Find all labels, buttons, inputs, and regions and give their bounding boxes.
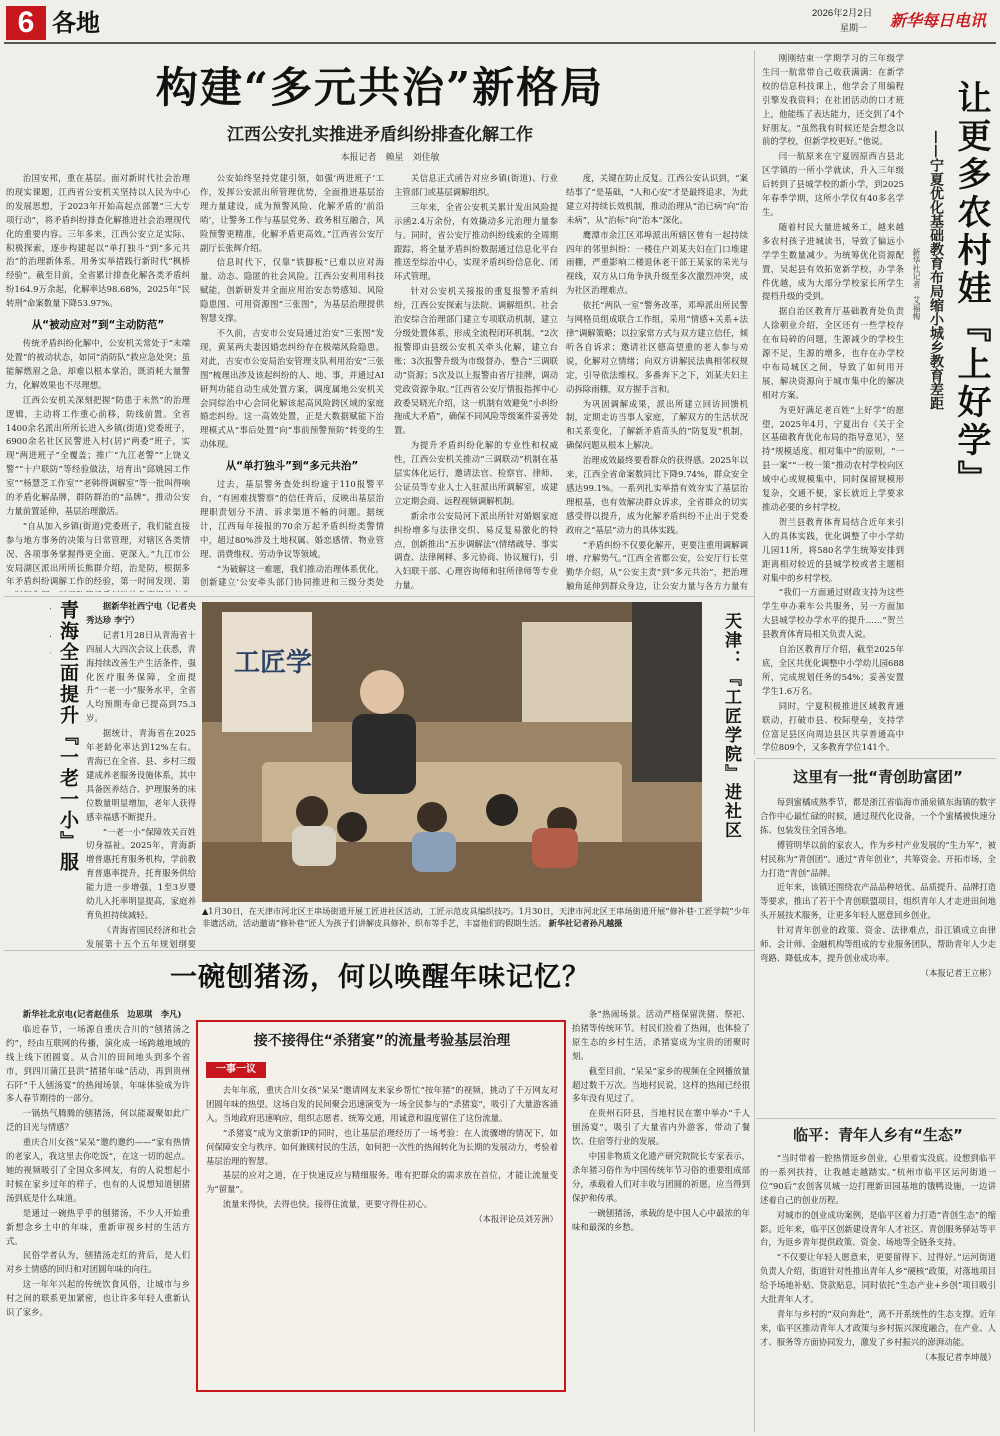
paragraph: “我们一方面通过财政支持为这些学生申办乘车公共服务，另一方面加大县城学校办学水平的提升……”贺兰县教育体育局相关负责人说。 — [762, 587, 904, 640]
paragraph: 过去，基层警务查处纠纷逾于110报警平台，“有困难找警察”的信任背后，反映出基层治理职责划分不清、诉求渠道不畅的问题。据统计，江西每年接报的70余万起矛盾纠纷类警情中，超过80%涉及土地权属、婚恋感情、物业管理、消费维权、劳动争议等领域。 — [200, 479, 384, 559]
commentary-tag: 一事一议 — [206, 1062, 266, 1078]
credit: （本报记者王立彬） — [920, 967, 996, 978]
paragraph: 临近春节，一场源自重庆合川的“刨猪汤之约”，经由互联网的传播，演化成一场跨越地域的线上线下团圆宴。从合川的田间地头到多个省市，到四川蒲江县洪“猪猪年味”活动，再到贵州石阡“千人刨汤宴”的热闹场景，年味体验成为许多人春节期待的一部分。 — [6, 1023, 190, 1104]
paragraph: “一老一小”保障效关百姓切身福祉。2025年，青海新增普惠托育服务机构，学前教育普惠率提升，托育服务供给能力进一步增强，1至3岁婴幼儿入托率明显提高，家庭养育负担持续减轻。 — [86, 826, 196, 920]
divider — [754, 50, 755, 755]
rural-headline: 让更多农村娃『上好学』 — [951, 80, 991, 498]
paragraph: 这一年年兴起的传统饮食风俗，让城市与乡村之间的联系更加紧密，也让许多年轻人重新认识了家乡。 — [6, 1279, 190, 1318]
paragraph: 不久前，吉安市公安局通过治安“三张图”发现，黄某两夫妻因婚恋纠纷存在极端风险隐患。对此，吉安市公安局治安管理支队利用治安“三张图”梳理出涉及该起纠纷的人、地、事，并通过AI研判功能自动生成处置方案，调度属地公安机关会同综治中心会同化解该起高风险跨区域的家庭婚恋纠纷。这一高效处置，正是大数据赋能下治理模式从“事后处置”向“事前预警预防”转变的生动体现。 — [200, 327, 384, 450]
innovation-body — [760, 796, 996, 1032]
header-rule — [4, 42, 996, 44]
paragraph: 截至目前，“呆呆”家乡的视频在全网播放量超过数千万次。当地村民说，这样的热闹已经很多年没有见过了。 — [572, 1065, 750, 1104]
paragraph: 流量来得快，去得也快。接得住流量，更要守得住初心。 — [222, 1199, 433, 1210]
paragraph: 一锅热气腾腾的刨猪汤，何以能凝聚如此广泛的目光与情感？ — [6, 1108, 190, 1133]
page-header — [0, 0, 1000, 44]
main-subheadline: 江西公安扎实推进矛盾纠纷排查化解工作 — [227, 125, 533, 144]
divider — [754, 760, 755, 1432]
paragraph: 同时，宁夏积极推进区域教育通联动，打破市县、校际壁垒，支持学位富足县区向周边县区共享普通高中学位809个，又多教育学位141个。 — [762, 700, 904, 752]
paragraph: 治理成效最终要看群众的获得感。2025年以来，江西全省命案数同比下降9.74%，群众安全感达99.1%。一系列扎实举措有效夯实了基层治理根基，也有效解决群众诉求，全省群众的切实感受得以提升，成为化解矛盾纠纷不止出于党委政府之“基层”动力的具体实践。 — [566, 455, 748, 535]
paragraph: 针对青年创业的政策、资金、法律难点，沿江镇成立由律师、会计师、金融机构等组成的专业服务团队，帮助青年人少走弯路、降低成本，提升创业成功率。 — [760, 925, 996, 963]
credit: （本报记者李坤晟） — [920, 1351, 996, 1362]
paragraph: 贺兰县教育体育局结合近年来引入的具体实践，优化调整了中小学幼儿园11所，将580名学生统筹安排到距离相对较近的县城学校或者主题相对集中的乡村学校。 — [762, 516, 904, 583]
section-heading: 从“被动应对”到“主动防范” — [31, 319, 165, 332]
main-column-1 — [6, 172, 190, 592]
paragraph: 为更好满足老百姓“上好学”的愿望，2025年4月，宁夏出台《关于全区基础教育优化布局的指导意见》，坚持“规模适度、相对集中”的原则，“一县一案”“一校一策”推动农村学校向区域中心或规模集中，同时保留规模形复杂，交通不便，家长就近上学要求推动必要的乡村学校。 — [762, 404, 904, 512]
main-byline: 本报记者 赖星 刘佳敏 — [340, 153, 440, 163]
paragraph: 依托“两队一室”警务改革，邓埠派出所民警与网格员组成联合工作组，采用“情感+关系+法律”调解策略；以拉家常方式与双方建立信任，倾听各自诉求；邀请社区德高望重的老人参与劝说，化解对立情绪；向双方讲解民法典相邻权规定，引导依法维权。多番奔下之下，刘某夫妇主动拆除雨棚，双方握手言和。 — [566, 300, 748, 394]
main-column-4 — [566, 172, 748, 592]
paragraph: “当时带着一腔热情返乡创业，心里着实没底。设想到临平的一系列扶持，让我越走越踏实。”杭州市临平区运河街道一位“90后”农创客贝城一边打理新田园基地的饿鸭设施，一边讲述着自己的创业历程。 — [760, 1153, 996, 1205]
rural-body — [762, 52, 904, 752]
photo-caption: ▲1月30日，在天津市河北区王串场街道开展工匠进社区活动，工匠示范皮具编织技巧。1月30日，天津市河北区王串场街道开展“修补巷·工匠学院”少年非遗活动，活动邀请“修补巷”匠人为孩子们讲解皮具修补、织布等手艺，丰富他们的假期生活。 — [202, 906, 750, 928]
paragraph: 为提升矛盾纠纷化解的专业性和权威性，江西公安机关推动“三调联动”机制在基层实体化运行，邀请法官、检察官、律师、公证员等专业人士入驻派出所调解室，成建立定期会商、远程视频调解机制。 — [394, 440, 558, 506]
paragraph: 随着村民大量进城务工，越来越多农村孩子进城读书，导致了偏远小学学生数量减少。为统筹优化资源配置，吴起县有效拓宽新学校，办学条件优越，成为大部分学校家长所学生提档升级的受到。 — [762, 221, 904, 302]
divider — [4, 596, 754, 597]
issue-date: 2026年2月2日 — [812, 8, 873, 19]
dateline: 据新华社西宁电（记者央秀达珍 李宁） — [86, 601, 196, 625]
paragraph: 闫一航原来在宁夏固原西吉县北区学镇的一所小学就读，升入三年级后转到了县城学校的新小学，到2025年春季学期，这所小学仅有40多名学生。 — [762, 151, 904, 217]
paragraph: 鹰潭市余江区邓埠派出所辖区曾有一起持续四年的邻里纠纷：一楼住户刘某夫妇在门口堆建雨棚，严重影响二楼退休老干部王某家的采光与视线，双方从口角争执升级至多次激烈冲突，成为社区治理难点。 — [566, 229, 748, 296]
bottom-body — [6, 1008, 190, 1432]
paragraph: 信息时代下，仅靠“铁脚板”已难以应对海量、动态、隐匿的社会风险。江西公安利用科技赋能，创新研发并全面应用治安态势感知、风险隐患图、可用资源图“三张图”，为基层治理提供智慧支撑。 — [200, 257, 384, 324]
paragraph: 针对公安机关接报的重复报警矛盾纠纷，江西公安探索与法院、调解组织、社会治安综合治理部门建立专项联动机制，建立分级处置体系，形成全流程闭环机制。“2次报警即由县级公安机关牵头化解，建立台账；3次报警升级为市级督办，整合“三调联动”资源；5次及以上报警由省厅挂牌，调动党政资源争取。”江西省公安厅情报指挥中心政委吴晓光介绍，这一机制有效避免“小纠纷拖成大矛盾”，确保不同风险等级案件妥善处置。 — [394, 286, 558, 436]
paragraph: 是通过一碗热乎乎的刨猪汤，不少人开始重新想念乡土中的年味，重新审视乡村的生活方式。 — [6, 1207, 190, 1246]
paragraph: 青年与乡村的“双向奔赴”，离不开系统性的生态支撑。近年来，临平区推动青年人才政策与乡村振兴深度融合，在产业、人才、服务等方面协同发力，激发了乡村振兴的澎湃动能。 — [760, 1308, 996, 1347]
paper-logo: 新华每日电讯 — [890, 11, 987, 30]
paragraph: 近年来，该镇还围绕农产品品种培优、品质提升、品牌打造等要求，推出了若干个青创联盟项目，组织青年人才走进田间地头开展技术服务，让更多年轻人愿意回乡创业。 — [760, 882, 996, 921]
photo-side-headline: 天津：『工匠学院』进社区 — [721, 612, 741, 840]
main-column-2 — [200, 172, 384, 592]
paragraph: “为破解这一难题，我们推动治理体系优化，创新建立‘公安牵头部门协同推进和三级分类处 — [200, 563, 384, 588]
divider — [4, 950, 754, 951]
photo-wall-sign: 工匠学 — [234, 648, 313, 676]
main-headline: 构建“多元共治”新格局 — [155, 63, 605, 112]
paragraph: 重庆合川女孩“呆呆”邀约邀约——“家有热情的老家人，我这里去你吃饭”，在这一切的起点。她的视频吸引了全国众多网友，有的人说想起小时候在家乡过年的样子，也有的人说想知道刨猪汤到底是什么味道。 — [6, 1137, 190, 1203]
paragraph: 傅管明华以前的家农人，作为乡村产业发展的“生力军”，被村民称为“青创团”。通过“青年创业”，共筹资金、开拓市场，全力打造“青创”品牌。 — [760, 839, 996, 878]
paragraph: 去年年底，重庆合川女孩“呆呆”邀请网友来家乡帮忙“按年猪”的视频，挑动了千万网友对团圆年味的热望。这场自发的民间聚会迅速演变为一场全民参与的“杀猪宴”，吸引了大量游客涌入。当地政府迅速响应，组织志愿者、统筹交通，用诚意和温度留住了这份流量。 — [206, 1085, 558, 1123]
paragraph: 条”热闹场景。活动严格保留洗猪、祭祀、抬猪等传统环节。村民们捡着了热闹，也体验了原生态的乡村生活，杀猪宴成为宝贵的团聚时刻。 — [572, 1009, 750, 1061]
paragraph: “不仅要让年轻人愿意来，更要留得下、过得好。”运河街道负责人介绍，街道针对性推出青年人乡“硬核”政策，对落地项目给予场地补贴、贷款贴息，同时依托“生态产业+乡创”项目吸引大批青年人才。 — [760, 1252, 996, 1305]
paragraph: 对城市的创业成功案例，是临平区着力打造“青创生态”的缩影。近年来，临平区创新建设青年人才社区、青创服务驿站等平台，为返乡青年提供政策、资金、场地等全链条支持。 — [760, 1209, 996, 1248]
paragraph: 刚刚结束一学期学习的三年级学生闫一航常带自己收获满满：在新学校的信息科技课上，他学会了用编程引擎发我资料；在社团活动的口才班上，他能练了表达能力，还交到了4个好朋友。“虽然我有时候还是会想念以前的学校，但新学校更好。”他说。 — [762, 53, 904, 147]
paragraph: 关信息正式函告对应乡镇(街道)、行业主管部门或基层调解组织。 — [394, 173, 558, 197]
news-photo — [202, 602, 702, 902]
linping-headline: 临平：青年人乡有“生态” — [793, 1126, 963, 1144]
paragraph: 公安始终坚持党建引领，如强‘两进班子’工作，发挥公安派出所管理优势，全面推进基层治理力量建设，成为预警风险、化解矛盾的‘前沿哨’，让警务工作与基层党务、政务相互融合，风险预警更精准，化解矛盾更高效。”江西省公安厅副厅长张辉介绍。 — [200, 173, 384, 253]
credit: （本报评论员刘芳洲） — [474, 1214, 558, 1225]
divider — [756, 758, 996, 759]
paragraph: 一碗刨猪汤，承载的是中国人心中最浓的年味和最深的乡愁。 — [572, 1207, 750, 1232]
dateline: 新华社北京电(记者赵佳乐 边思琪 李凡) — [22, 1009, 182, 1019]
section-name: 各地 — [52, 9, 100, 37]
commentary-headline: 接不接得住“杀猪宴”的流量考验基层治理 — [253, 1033, 511, 1049]
paragraph: “自从加入乡镇(街道)党委班子，我们能直接参与地方事务的决策与日常管理，对辖区各类情况、各项事务掌握得更全面、更深入。”九江市公安局湖区派出所所长熊群介绍，治是防，根据多年矛盾纠纷调解工作的经验，第一时间发现、第 — [6, 520, 190, 587]
paragraph: 自治区教育厅介绍，截至2025年底，全区共优化调整中小学幼儿园688所，完成规划任务的54%；妥善安置学生1.6万名。 — [762, 644, 904, 696]
paragraph: 基层的应对之道，在于快速反应与精细服务。唯有把群众的需求放在首位，才能让流量变为“留量”。 — [206, 1170, 558, 1195]
paragraph: 每到蜜橘成熟季节，都是浙江省临海市涌泉镇东海镇的数字合作中心最忙碌的时候，通过现代化设备，一个个蜜橘被快速分拣、包装发往全国各地。 — [760, 797, 996, 835]
paragraph: 据统计，青海省在2025年老龄化率达到12%左右。青海已在全省、县、乡村三级建成养老服务设施体系，其中具备医养结合、护理服务的床位数量明显增加，老年人获得感幸福感不断提升。 — [86, 728, 196, 822]
linping-body — [760, 1152, 996, 1432]
paragraph: 江西公安机关深刻把握“防患于未然”的治理逻辑，主动将工作重心前移，防线前置。全省1400余名派出所所长进入乡镇(街道)党委班子，6900余名社区民警进入村(居)“两委”班子，实现“两进班子”全覆盖；推广“九江老警”“上饶义警”“十户联防”等经验做法，培育出“邱姚园工作室”“杨慧芝工作室”“老韩得调解室”等一批叫得响的矛盾化解品牌，群防群治的“品牌”，推动公安力量前置延伸，基层治理激活。 — [6, 394, 190, 516]
paragraph: 治国安邦，重在基层。面对新时代社会治理的现实课题，江西省公安机关坚持以人民为中心的发展思想，于2023年开始高起点部署“三大专项行动”，将矛盾纠纷排查化解推进社会治理现代化的重要内容。三年多来，江西公安立足实际、积极探索，逐步构建起以“单打独斗”到“多元共治”的治理新体系，用务实举措践行新时代“枫桥经验”。截至目前，全省累计排查化解各类矛盾纠纷164.9万余起，化解率达98.68%，2025年“民转刑”命案数量下降53.97%。 — [6, 173, 190, 309]
qinghai-headline: 青海全面提升『一老一小』服 — [57, 600, 79, 873]
commentary-body — [206, 1084, 558, 1384]
main-headline-block — [40, 60, 720, 120]
commentary-box — [196, 1020, 566, 1392]
paragraph: 传统矛盾纠纷化解中，公安机关常处于“末端处置”的被动状态，如同“消防队”救应急处突；虽能解燃眉之急，却难以根本掌治，既消耗大量警力，化解效果也不尽理想。 — [6, 338, 190, 390]
photo-credit: 新华社记者孙凡越摄 — [548, 918, 623, 928]
paragraph: 《青海省国民经济和社会发展第十五个五年规划纲要 — [86, 924, 196, 948]
paragraph: 度，关键在防止反复。江西公安认识到，“案结事了”是基础，“人和心安”才是最终追求，为此建立对持续长效机制，推动治理从“治已病”向“治未病”，从“治标”向“治本”深化。 — [566, 173, 748, 225]
paragraph: 中国非物质文化遗产研究院院长专家表示，杀年猪习俗作为中国传统年节习俗的重要组成部分，承载着人们对丰收与团圆的祈愿，应当得到保护和传承。 — [572, 1151, 750, 1203]
main-column-3 — [394, 172, 558, 592]
paragraph: 为巩固调解成果，派出所建立回访回馈机制，定期走访当事人家庭，了解双方的生活状况和关系变化，了解新矛盾苗头的“防复发”机制，确保问题从根本上解决。 — [566, 398, 748, 451]
paragraph: 据自治区教育厅基础教育处负责人徐朝业介绍，全区还有一些学校存在布局碎的问题，生源减少的学校生源不足，生源的增多，也存在办学校中布局城区之间，导致了如何用开展，解决资源向于城市集中化的解决相对方案。 — [762, 306, 904, 400]
divider — [756, 1118, 996, 1119]
paragraph: 民俗学者认为，刨猪汤走红的背后，是人们对乡土情感的回归和对团圆年味的向往。 — [6, 1250, 190, 1275]
paragraph: 在贵州石阡县，当地村民在寨中举办“千人刨汤宴”，吸引了大量省内外游客，带动了餐饮、住宿等行业的发展。 — [572, 1108, 750, 1147]
issue-weekday: 星期一 — [840, 23, 868, 33]
bottom-headline: 一碗刨猪汤，何以唤醒年味记忆？ — [170, 962, 590, 993]
paragraph: 记者1月28日从青海省十四届人大四次会议上获悉，青海持续改善生产生活条件，强化医疗服务保障，全面提升“一老一小”服务水平，全省人均预期寿命已提高到75.3岁。 — [86, 629, 196, 724]
photo-caption-block — [202, 905, 750, 941]
qinghai-body — [86, 600, 196, 948]
paragraph: “矛盾纠纷不仅要化解开，更要注重用调解调增、疗解势气。”江西全省都公安，公安厅行长堂勤华介绍，从“公安主责”到“多元共治”，把治理触角延伸到群众身边，让公安力量与各方力量有 — [566, 539, 748, 592]
paragraph: 新余市公安局河下派出所针对婚姻家庭纠纷增多与法律交织、易反复易激化的特点，创新推出“五步调解法”(情绪疏导、事实调查、法律阐释、多元协商、协议履行)，引入妇联干部、心理咨询师和驻所律师等专业力量。 — [394, 510, 558, 591]
innovation-headline: 这里有一批“青创助富团” — [793, 768, 963, 786]
page-number: 6 — [6, 6, 46, 40]
paragraph: “杀猪宴”成为文旅新IP的同时，也让基层治理经历了一场考验：在人流骤增的情况下，如何保障安全与秩序、如何兼顾村民的生活，如何把一次性的热闹转化为长期的发展动力，考验着基层治理的智慧。 — [206, 1127, 558, 1166]
bottom-right-column — [572, 1008, 750, 1432]
paragraph: 三年来，全省公安机关累计发出风险提示函2.4万余份，有效撬动多元治理力量参与。同时，省公安厅推动纠纷线索的全周期跟踪，将全量矛盾纠纷数据通过信息化平台推送至综治中心，实现矛盾纠纷信息化、闭环式管理。 — [394, 201, 558, 282]
rural-subheadline: ——宁夏优化基础教育布局缩小城乡教育差距 — [928, 130, 944, 410]
rural-byline: 新华社记者 艾福梅 — [912, 248, 921, 320]
section-heading: 从“单打独斗”到“多元共治” — [225, 460, 359, 473]
